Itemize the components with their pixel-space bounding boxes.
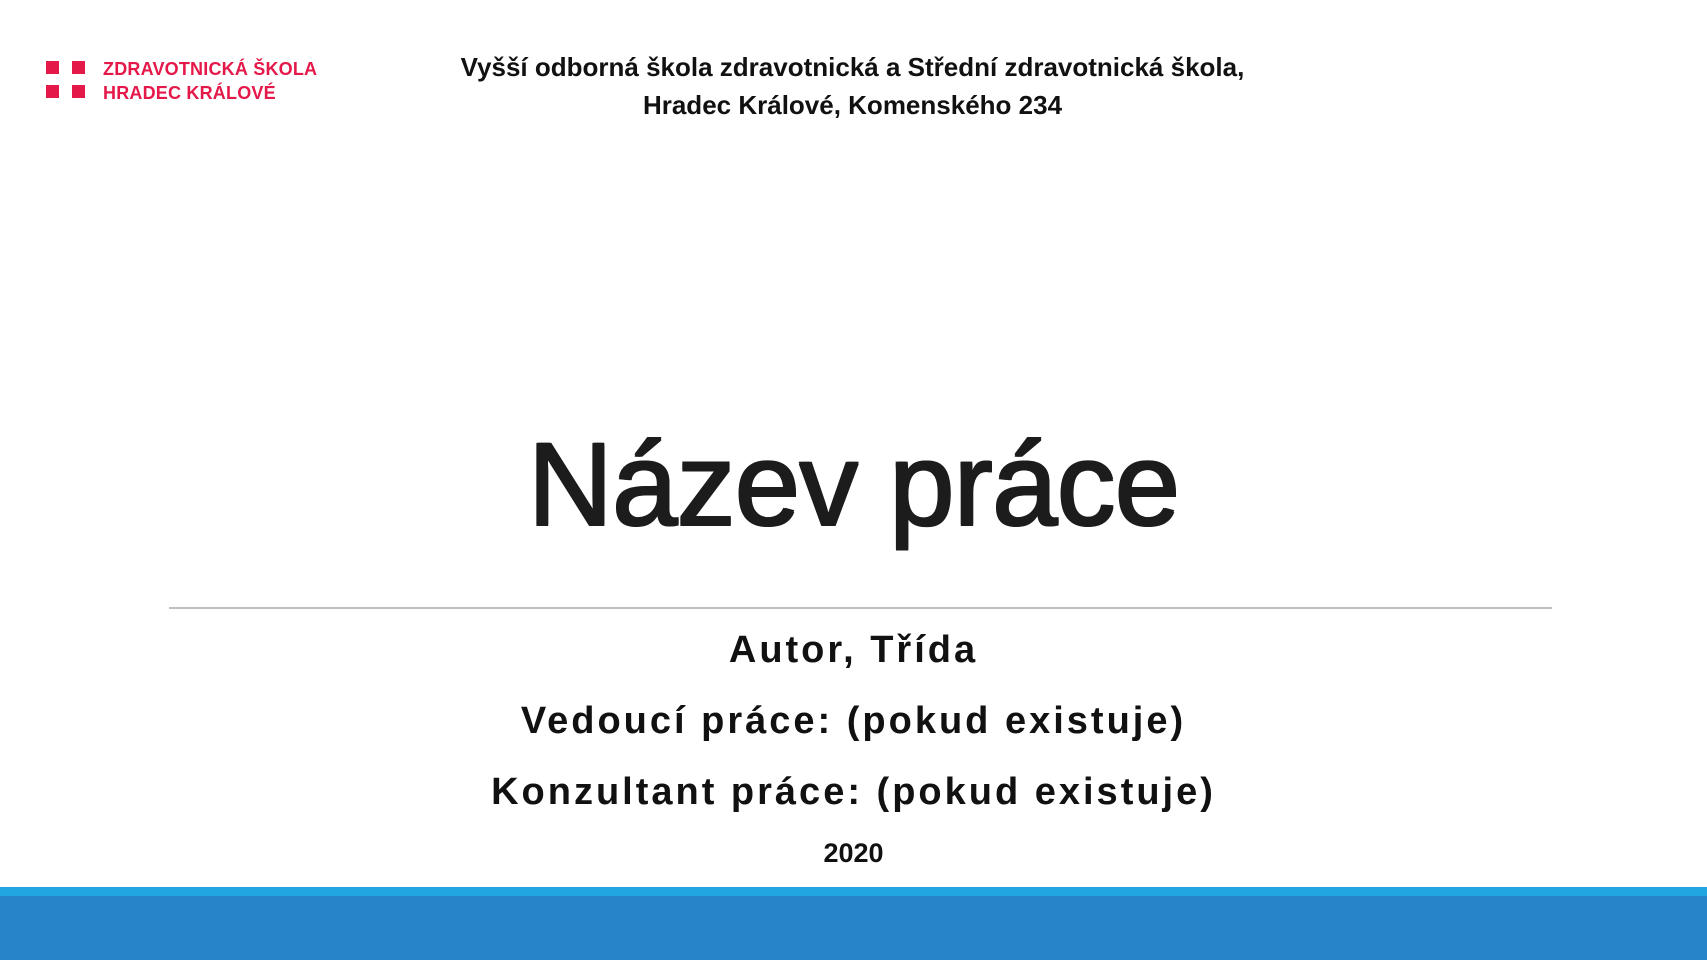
logo-square-icon bbox=[72, 85, 85, 98]
author-line: Autor, Třída bbox=[728, 629, 979, 671]
slide-title bbox=[0, 410, 1707, 560]
footer-accent-stripe bbox=[0, 887, 1707, 896]
logo-line-1: ZDRAVOTNICKÁ ŠKOLA bbox=[103, 59, 318, 79]
slide-title-text: Název práce bbox=[527, 419, 1180, 551]
footer-bar bbox=[0, 896, 1707, 960]
consultant-line: Konzultant práce: (pokud existuje) bbox=[491, 771, 1216, 813]
supervisor-line: Vedoucí práce: (pokud existuje) bbox=[520, 700, 1187, 742]
logo-text bbox=[103, 57, 317, 105]
title-divider bbox=[169, 607, 1552, 609]
institution-line-1: Vyšší odborná škola zdravotnická a Střední zdravotnická škola, bbox=[460, 52, 1245, 82]
institution-header bbox=[340, 48, 1365, 124]
year-label: 2020 bbox=[823, 838, 884, 868]
logo-square-icon bbox=[72, 61, 85, 74]
logo-line-2: HRADEC KRÁLOVÉ bbox=[103, 83, 276, 103]
logo-square-icon bbox=[46, 85, 59, 98]
school-logo bbox=[46, 57, 326, 103]
logo-square-icon bbox=[46, 61, 59, 74]
institution-line-2: Hradec Králové, Komenského 234 bbox=[642, 90, 1063, 120]
